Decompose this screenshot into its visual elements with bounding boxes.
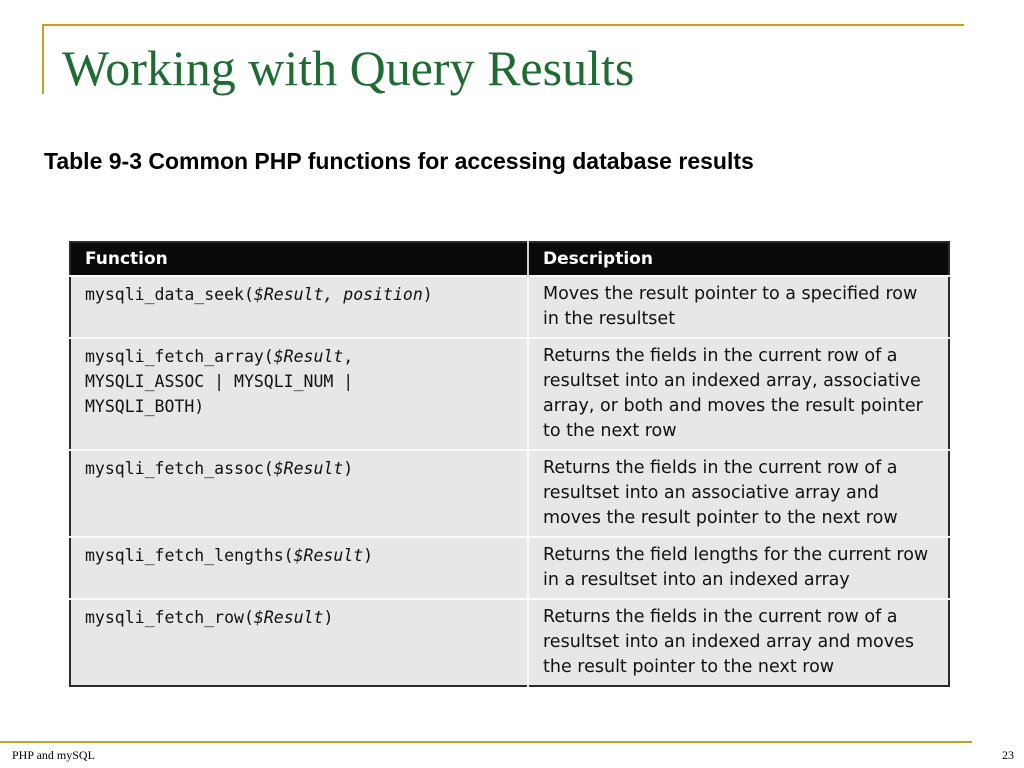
description-cell: Returns the fields in the current row of a resultset into an associative array and moves the result pointer to the next row xyxy=(528,450,949,537)
function-close: ) xyxy=(323,608,334,627)
table-caption: Table 9-3 Common PHP functions for accessing database results xyxy=(44,148,754,174)
functions-table xyxy=(69,241,950,687)
function-cell xyxy=(70,276,528,338)
description-cell: Returns the fields in the current row of a resultset into an indexed array and moves the result pointer to the next row xyxy=(528,599,949,686)
page-number: 23 xyxy=(1002,748,1014,762)
function-close: ) xyxy=(343,459,354,478)
function-args: $Result xyxy=(273,459,344,478)
function-name: mysqli_fetch_assoc( xyxy=(85,459,274,478)
description-cell: Returns the field lengths for the current row in a resultset into an indexed array xyxy=(528,537,949,599)
column-header-function: Function xyxy=(70,242,528,276)
left-accent-rule xyxy=(42,26,44,94)
table-row xyxy=(70,338,949,450)
description-cell: Moves the result pointer to a specified row in the resultset xyxy=(528,276,949,338)
function-args: $Result, position xyxy=(253,285,423,304)
function-args: $Result xyxy=(273,347,344,366)
function-close: ) xyxy=(363,546,374,565)
function-name: mysqli_fetch_array( xyxy=(85,347,274,366)
function-name: mysqli_fetch_lengths( xyxy=(85,546,294,565)
table-row xyxy=(70,537,949,599)
description-cell: Returns the fields in the current row of a resultset into an indexed array, associative array, or both and moves the result pointer to the next row xyxy=(528,338,949,450)
table-row xyxy=(70,276,949,338)
table-header-row xyxy=(70,242,949,276)
function-name: mysqli_data_seek( xyxy=(85,285,254,304)
table-header xyxy=(70,242,949,276)
footer-text: PHP and mySQL xyxy=(12,748,95,762)
function-args: $Result xyxy=(293,546,364,565)
function-name: mysqli_fetch_row( xyxy=(85,608,254,627)
slide-title: Working with Query Results xyxy=(62,40,635,96)
table-row xyxy=(70,450,949,537)
column-header-description: Description xyxy=(528,242,949,276)
function-close: ) xyxy=(422,285,433,304)
function-cell xyxy=(70,537,528,599)
footer-accent-rule xyxy=(0,741,972,743)
top-accent-rule xyxy=(42,24,964,26)
function-cell xyxy=(70,450,528,537)
function-close: , MYSQLI_ASSOC | MYSQLI_NUM | MYSQLI_BOTH) xyxy=(85,347,354,416)
function-cell xyxy=(70,338,528,450)
table-row xyxy=(70,599,949,686)
function-cell xyxy=(70,599,528,686)
function-args: $Result xyxy=(253,608,324,627)
